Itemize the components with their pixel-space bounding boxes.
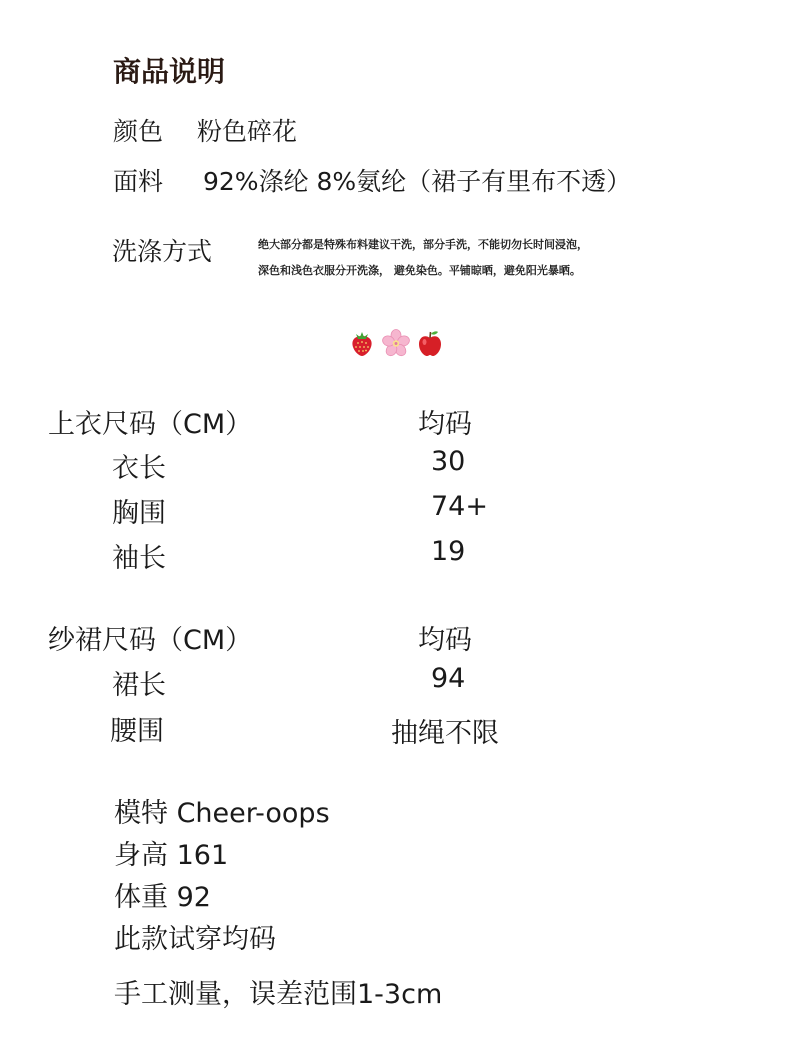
cherry-blossom-icon <box>381 328 411 358</box>
top-row-value: 19 <box>431 536 466 567</box>
model-name: 模特 Cheer-oops <box>114 798 330 829</box>
page-title: 商品说明 <box>113 55 226 88</box>
top-row-value: 74+ <box>431 491 488 522</box>
top-size-heading: 上衣尺码（CM） <box>48 409 253 440</box>
top-row-label: 胸围 <box>112 498 166 529</box>
model-weight: 体重 92 <box>114 882 211 913</box>
model-height: 身高 161 <box>114 840 229 871</box>
fabric-label: 面料 <box>113 167 164 196</box>
red-apple-icon <box>415 328 445 358</box>
skirt-row-value: 抽绳不限 <box>391 718 499 749</box>
measurement-note: 手工测量，误差范围1-3cm <box>114 979 443 1010</box>
model-fit: 此款试穿均码 <box>114 924 276 955</box>
color-value: 粉色碎花 <box>197 117 298 146</box>
skirt-row-label: 腰围 <box>110 716 164 747</box>
skirt-size-label: 均码 <box>418 625 472 656</box>
washing-label: 洗涤方式 <box>112 237 213 266</box>
color-label: 颜色 <box>113 117 164 146</box>
skirt-size-heading: 纱裙尺码（CM） <box>48 625 253 656</box>
skirt-row-label: 裙长 <box>112 670 166 701</box>
decor-icons <box>347 328 445 358</box>
top-row-label: 袖长 <box>112 543 166 574</box>
top-row-value: 30 <box>431 446 466 477</box>
top-row-label: 衣长 <box>112 453 166 484</box>
skirt-row-value: 94 <box>431 663 466 694</box>
fabric-value: 92%涤纶 8%氨纶（裙子有里布不透） <box>203 167 632 196</box>
washing-note-line1: 绝大部分都是特殊布料建议干洗，部分手洗，不能切勿长时间浸泡， <box>258 238 588 251</box>
washing-note-line2: 深色和浅色衣服分开洗涤， 避免染色。平铺晾晒，避免阳光暴晒。 <box>258 264 581 277</box>
strawberry-icon <box>347 328 377 358</box>
top-size-label: 均码 <box>418 409 472 440</box>
